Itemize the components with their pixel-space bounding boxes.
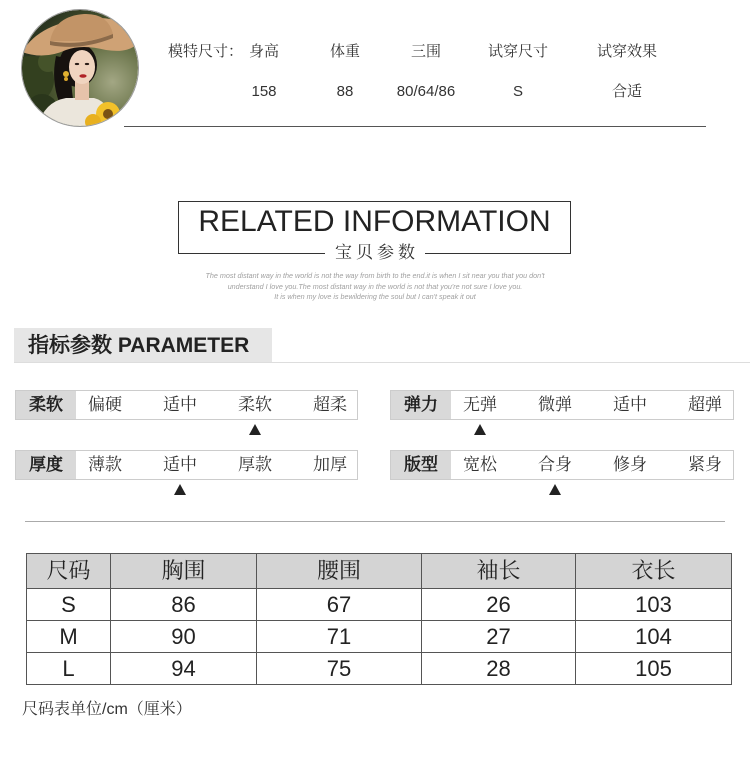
table-cell: 27 [422, 621, 576, 653]
param-label: 弹力 [391, 391, 451, 419]
table-row [27, 621, 732, 653]
param-option: 适中 [613, 395, 647, 414]
table-cell: S [27, 589, 111, 621]
related-info-title: RELATED INFORMATION [198, 205, 551, 238]
table-header-cell: 胸围 [111, 554, 257, 589]
param-option: 柔软 [226, 391, 301, 419]
model-header-weight: 体重 [329, 43, 360, 60]
model-photo-icon [22, 10, 138, 126]
table-cell: 67 [257, 589, 422, 621]
param-label: 柔软 [16, 391, 76, 419]
table-cell: 28 [422, 653, 576, 685]
param-option: 薄款 [88, 455, 122, 474]
table-header-cell: 腰围 [257, 554, 422, 589]
table-header-row [27, 554, 732, 589]
triangle-up-icon [549, 484, 561, 495]
param-option: 合身 [526, 451, 601, 479]
model-header-trial-fit: 试穿效果 [596, 43, 657, 60]
param-option: 微弹 [538, 395, 572, 414]
param-option: 厚款 [238, 455, 272, 474]
table-cell: 26 [422, 589, 576, 621]
param-option: 超弹 [688, 395, 722, 414]
param-group-fit [390, 450, 734, 480]
parameter-title: 指标参数 PARAMETER [28, 334, 250, 357]
table-header-cell: 袖长 [422, 554, 576, 589]
quote-line: It is when my love is bewildering the soul but I can't speak it out [274, 292, 476, 301]
model-value-measurements: 80/64/86 [396, 83, 456, 100]
param-label: 厚度 [16, 451, 76, 479]
param-group-elasticity [390, 390, 734, 420]
decorative-quote [0, 271, 750, 303]
quote-line: understand I love you.The most distant way in the world is not that you're not sure I love you. [227, 281, 523, 291]
triangle-up-icon [174, 484, 186, 495]
param-option: 加厚 [313, 455, 347, 474]
model-value-weight: 88 [336, 83, 354, 100]
model-header-measurements: 三围 [410, 43, 441, 60]
related-info-subtitle: 宝贝参数 [325, 243, 425, 263]
size-unit-note: 尺码表单位/cm（厘米） [22, 701, 192, 718]
table-cell: 94 [111, 653, 257, 685]
table-row [27, 653, 732, 685]
model-value-height: 158 [251, 83, 277, 100]
param-label: 版型 [391, 451, 451, 479]
table-cell: 104 [576, 621, 732, 653]
quote-line: The most distant way in the world is not the way from birth to the end.it is when I sit near you that you don't [205, 271, 545, 280]
param-group-thickness [15, 450, 358, 480]
param-group-softness [15, 390, 358, 420]
param-option: 紧身 [688, 455, 722, 474]
table-cell: L [27, 653, 111, 685]
param-option: 超柔 [313, 395, 347, 414]
size-table [26, 553, 732, 685]
table-cell: M [27, 621, 111, 653]
parameter-divider [14, 362, 750, 363]
model-avatar [22, 10, 138, 126]
param-option: 无弹 [451, 391, 526, 419]
table-cell: 71 [257, 621, 422, 653]
model-size-label: 模特尺寸： [168, 43, 244, 60]
model-header-height: 身高 [248, 43, 279, 60]
param-option: 修身 [613, 455, 647, 474]
table-header-cell: 尺码 [27, 554, 111, 589]
table-row [27, 589, 732, 621]
triangle-up-icon [249, 424, 261, 435]
param-option: 适中 [151, 451, 226, 479]
table-cell: 90 [111, 621, 257, 653]
model-divider [124, 126, 706, 127]
section-divider [25, 521, 725, 522]
model-header-trial-size: 试穿尺寸 [487, 43, 548, 60]
param-option: 适中 [163, 395, 197, 414]
table-cell: 103 [576, 589, 732, 621]
param-option: 宽松 [463, 455, 497, 474]
model-value-trial-fit: 合适 [611, 83, 642, 100]
model-value-trial-size: S [512, 83, 523, 100]
table-header-cell: 衣长 [576, 554, 732, 589]
table-cell: 105 [576, 653, 732, 685]
table-cell: 75 [257, 653, 422, 685]
param-option: 偏硬 [88, 395, 122, 414]
table-cell: 86 [111, 589, 257, 621]
triangle-up-icon [474, 424, 486, 435]
